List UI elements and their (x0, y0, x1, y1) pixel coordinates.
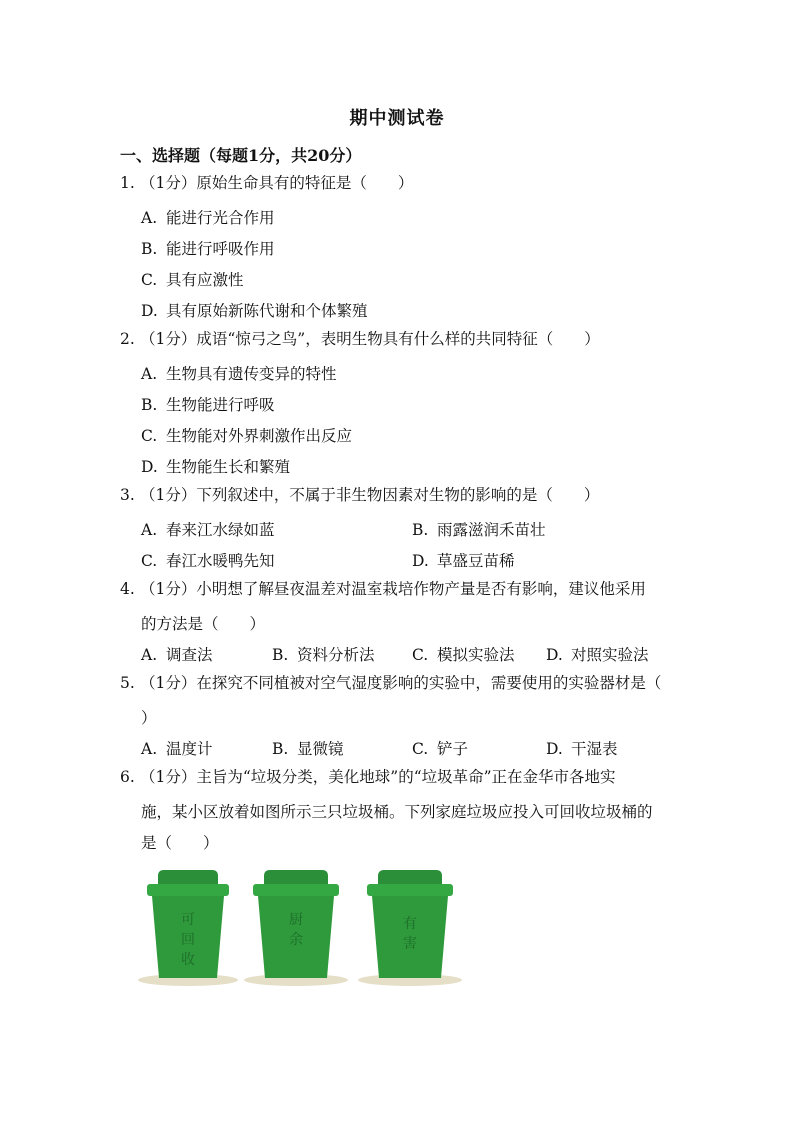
question-2 (120, 324, 600, 355)
q2-option-c: C. 生物能对外界刺激作出反应 (141, 427, 353, 445)
bin-label-char: 有 (403, 916, 417, 932)
question-5-continuation: ） (141, 709, 157, 727)
bin-label-char: 厨 (289, 912, 303, 928)
q3-option-a: A. 春来江水绿如蓝 (141, 521, 275, 539)
q1-option-c: C. 具有应激性 (141, 271, 244, 289)
q4-option-b: B. 资料分析法 (272, 646, 375, 664)
bin-label-char: 害 (403, 936, 417, 952)
kitchen-waste-bin (244, 870, 348, 986)
question-number: 5. (120, 674, 135, 692)
q3-option-d: D. 草盛豆苗稀 (412, 552, 515, 570)
page-title: 期中测试卷 (349, 108, 445, 129)
question-number: 4. (120, 580, 135, 598)
q2-option-d: D. 生物能生长和繁殖 (141, 458, 291, 476)
q4-option-c: C. 模拟实验法 (412, 646, 515, 664)
question-stem: （1分）在探究不同植被对空气湿度影响的实验中，需要使用的实验器材是（ (140, 674, 662, 692)
question-number: 6. (120, 768, 135, 786)
q5-option-d: D. 干湿表 (546, 740, 618, 758)
question-6-continuation-2: 是（ ） (141, 834, 219, 852)
question-stem: （1分）小明想了解昼夜温差对温室栽培作物产量是否有影响，建议他采用 (140, 580, 646, 598)
q4-option-d: D. 对照实验法 (546, 646, 649, 664)
q5-option-a: A. 温度计 (141, 740, 213, 758)
question-stem: （1分）下列叙述中，不属于非生物因素对生物的影响的是（ ） (140, 486, 600, 504)
bin-label-char: 余 (289, 932, 303, 948)
q3-option-b: B. 雨露滋润禾苗壮 (412, 521, 546, 539)
bin-label-char: 收 (181, 952, 195, 968)
section-heading: 一、选择题（每题1分，共20分） (120, 146, 362, 165)
q1-option-d: D. 具有原始新陈代谢和个体繁殖 (141, 302, 368, 320)
question-stem: （1分）主旨为“垃圾分类，美化地球”的“垃圾革命”正在金华市各地实 (140, 768, 616, 786)
question-6-continuation-1: 施，某小区放着如图所示三只垃圾桶。下列家庭垃圾应投入可回收垃圾桶的 (141, 803, 653, 821)
q2-option-a: A. 生物具有遗传变异的特性 (141, 365, 337, 383)
question-5 (120, 668, 661, 699)
hazardous-bin (358, 870, 462, 986)
q2-option-b: B. 生物能进行呼吸 (141, 396, 275, 414)
q3-option-c: C. 春江水暖鸭先知 (141, 552, 275, 570)
question-number: 2. (120, 330, 135, 348)
q5-option-b: B. 显微镜 (272, 740, 344, 758)
question-4 (120, 574, 646, 605)
q4-option-a: A. 调查法 (141, 646, 213, 664)
question-number: 1. (120, 174, 135, 192)
question-stem: （1分）成语“惊弓之鸟”，表明生物具有什么样的共同特征（ ） (140, 330, 600, 348)
q5-option-c: C. 铲子 (412, 740, 469, 758)
q1-option-b: B. 能进行呼吸作用 (141, 240, 275, 258)
q1-option-a: A. 能进行光合作用 (141, 209, 275, 227)
bin-label-char: 可 (181, 912, 195, 928)
question-3 (120, 480, 599, 511)
question-stem: （1分）原始生命具有的特征是（ ） (140, 174, 414, 192)
question-1 (120, 168, 413, 199)
question-number: 3. (120, 486, 135, 504)
recyclable-bin (138, 870, 238, 986)
question-6 (120, 762, 616, 793)
question-4-continuation: 的方法是（ ） (141, 615, 266, 633)
trash-bins-illustration (136, 866, 466, 994)
bin-label-char: 回 (181, 932, 195, 948)
